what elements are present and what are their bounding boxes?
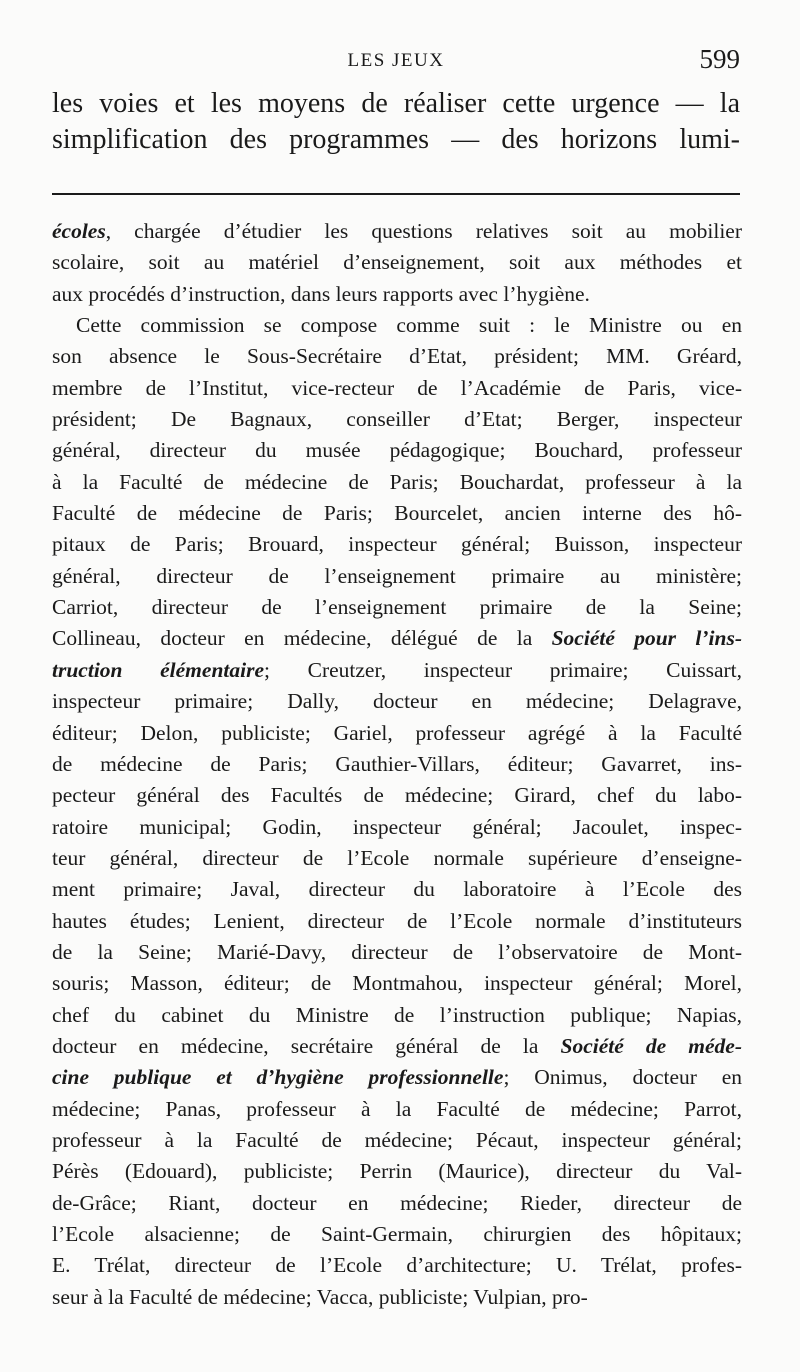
- main-text-line: simplification des programmes — des horizons lumi-: [52, 124, 740, 155]
- footnote-line: [52, 592, 742, 623]
- footnote-line: [52, 1250, 742, 1281]
- footnote-line: [52, 310, 742, 341]
- footnote-line: [52, 1062, 742, 1093]
- footnote-text: éditeur; Delon, publiciste; Gariel, professeur agrégé à la Faculté: [52, 720, 742, 745]
- footnote-line: [52, 279, 742, 310]
- footnote-text: pecteur général des Facultés de médecine; Girard, chef du labo-: [52, 783, 742, 808]
- footnote-line: [52, 1031, 742, 1062]
- footnote-line: [52, 686, 742, 717]
- footnote-line: [52, 1188, 742, 1219]
- footnote-text: ratoire municipal; Godin, inspecteur général; Jacoulet, inspec-: [52, 814, 742, 839]
- main-text: [52, 86, 740, 158]
- footnote-text: Carriot, directeur de l’enseignement primaire de la Seine;: [52, 595, 742, 620]
- footnote-line: [52, 561, 742, 592]
- footnote-line: [52, 1000, 742, 1031]
- footnote-text: hautes études; Lenient, directeur de l’Ecole normale d’instituteurs: [52, 908, 742, 933]
- main-text-line: les voies et les moyens de réaliser cette urgence — la: [52, 88, 740, 119]
- footnote-line: [52, 749, 742, 780]
- footnote-text: président; De Bagnaux, conseiller d’Etat; Berger, inspecteur: [52, 407, 742, 432]
- footnote-line: [52, 812, 742, 843]
- footnote-line: [52, 1156, 742, 1187]
- footnote-italic-title: écoles: [52, 219, 106, 243]
- footnote-line: [52, 718, 742, 749]
- footnote-line: [52, 216, 742, 247]
- footnote-text: Faculté de médecine de Paris; Bourcelet, ancien interne des hô-: [52, 501, 742, 526]
- page-number: 599: [699, 44, 740, 74]
- footnote-text: souris; Masson, éditeur; de Montmahou, inspecteur général; Morel,: [52, 971, 742, 996]
- footnote-text: docteur en médecine, secrétaire général de la: [52, 1033, 561, 1058]
- footnote-text: seur à la Faculté de médecine; Vacca, publiciste; Vulpian, pro-: [52, 1284, 588, 1309]
- footnote-line: [52, 373, 742, 404]
- footnote-line: [52, 655, 742, 686]
- page-header: [52, 44, 740, 80]
- footnote-text: de-Grâce; Riant, docteur en médecine; Rieder, directeur de: [52, 1190, 742, 1215]
- footnote-line: [52, 247, 742, 278]
- footnote-text: pitaux de Paris; Brouard, inspecteur général; Buisson, inspecteur: [52, 532, 742, 557]
- footnote-text: général, directeur du musée pédagogique; Bouchard, professeur: [52, 438, 742, 463]
- footnote-line: [52, 1282, 742, 1313]
- footnote-line: [52, 906, 742, 937]
- footnote-text: son absence le Sous-Secrétaire d’Etat, président; MM. Gréard,: [52, 344, 742, 369]
- footnote-text: membre de l’Institut, vice-recteur de l’Académie de Paris, vice-: [52, 375, 742, 400]
- footnote-text: ; Onimus, docteur en: [503, 1065, 742, 1090]
- running-head: LES JEUX: [347, 50, 445, 71]
- footnote-italic-title: cine publique et d’hygiène professionnelle: [52, 1065, 504, 1090]
- footnote-line: [52, 467, 742, 498]
- footnote-text: à la Faculté de médecine de Paris; Bouchardat, professeur à la: [52, 469, 742, 494]
- footnote-line: [52, 1094, 742, 1125]
- footnote-text: chef du cabinet du Ministre de l’instruction publique; Napias,: [52, 1002, 742, 1027]
- footnote-line: [52, 341, 742, 372]
- footnote-line: [52, 623, 742, 654]
- footnote-text: scolaire, soit au matériel d’enseignement, soit aux méthodes et: [52, 250, 742, 275]
- footnote-text: E. Trélat, directeur de l’Ecole d’architecture; U. Trélat, profes-: [52, 1253, 742, 1278]
- footnote-text: général, directeur de l’enseignement primaire au ministère;: [52, 563, 742, 588]
- footnote-line: [52, 843, 742, 874]
- footnote-text: de médecine de Paris; Gauthier-Villars, éditeur; Gavarret, ins-: [52, 751, 742, 776]
- footnote-line: [52, 968, 742, 999]
- footnote-line: [52, 1219, 742, 1250]
- footnote-text: ; Creutzer, inspecteur primaire; Cuissart,: [264, 657, 743, 682]
- footnote-divider: [52, 193, 740, 195]
- footnote-text: inspecteur primaire; Dally, docteur en médecine; Delagrave,: [52, 689, 742, 714]
- footnote: [52, 216, 742, 1313]
- footnote-line: [52, 937, 742, 968]
- footnote-italic-title: truction élémentaire: [52, 657, 265, 682]
- footnote-text: teur général, directeur de l’Ecole normale supérieure d’enseigne-: [52, 845, 742, 870]
- footnote-text: l’Ecole alsacienne; de Saint-Germain, chirurgien des hôpitaux;: [52, 1222, 742, 1246]
- footnote-text: ment primaire; Javal, directeur du laboratoire à l’Ecole des: [52, 877, 742, 902]
- footnote-line: [52, 404, 742, 435]
- footnote-text: aux procédés d’instruction, dans leurs rapports avec l’hygiène.: [52, 281, 590, 306]
- footnote-text: Cette commission se compose comme suit : le Ministre ou en: [76, 313, 742, 338]
- footnote-line: [52, 780, 742, 811]
- footnote-line: [52, 529, 742, 560]
- footnote-text: Pérès (Edouard), publiciste; Perrin (Maurice), directeur du Val-: [52, 1159, 742, 1184]
- footnote-text: Collineau, docteur en médecine, délégué de la: [52, 626, 552, 651]
- footnote-line: [52, 1125, 742, 1156]
- footnote-text: professeur à la Faculté de médecine; Pécaut, inspecteur général;: [52, 1127, 742, 1152]
- footnote-italic-title: Société pour l’ins-: [551, 626, 742, 651]
- footnote-italic-title: Société de méde-: [560, 1033, 742, 1058]
- footnote-text: de la Seine; Marié-Davy, directeur de l’observatoire de Mont-: [52, 939, 742, 964]
- footnote-line: [52, 498, 742, 529]
- footnote-text: , chargée d’étudier les questions relatives soit au mobilier: [105, 219, 742, 243]
- footnote-line: [52, 435, 742, 466]
- footnote-text: médecine; Panas, professeur à la Faculté de médecine; Parrot,: [52, 1096, 742, 1121]
- footnote-line: [52, 874, 742, 905]
